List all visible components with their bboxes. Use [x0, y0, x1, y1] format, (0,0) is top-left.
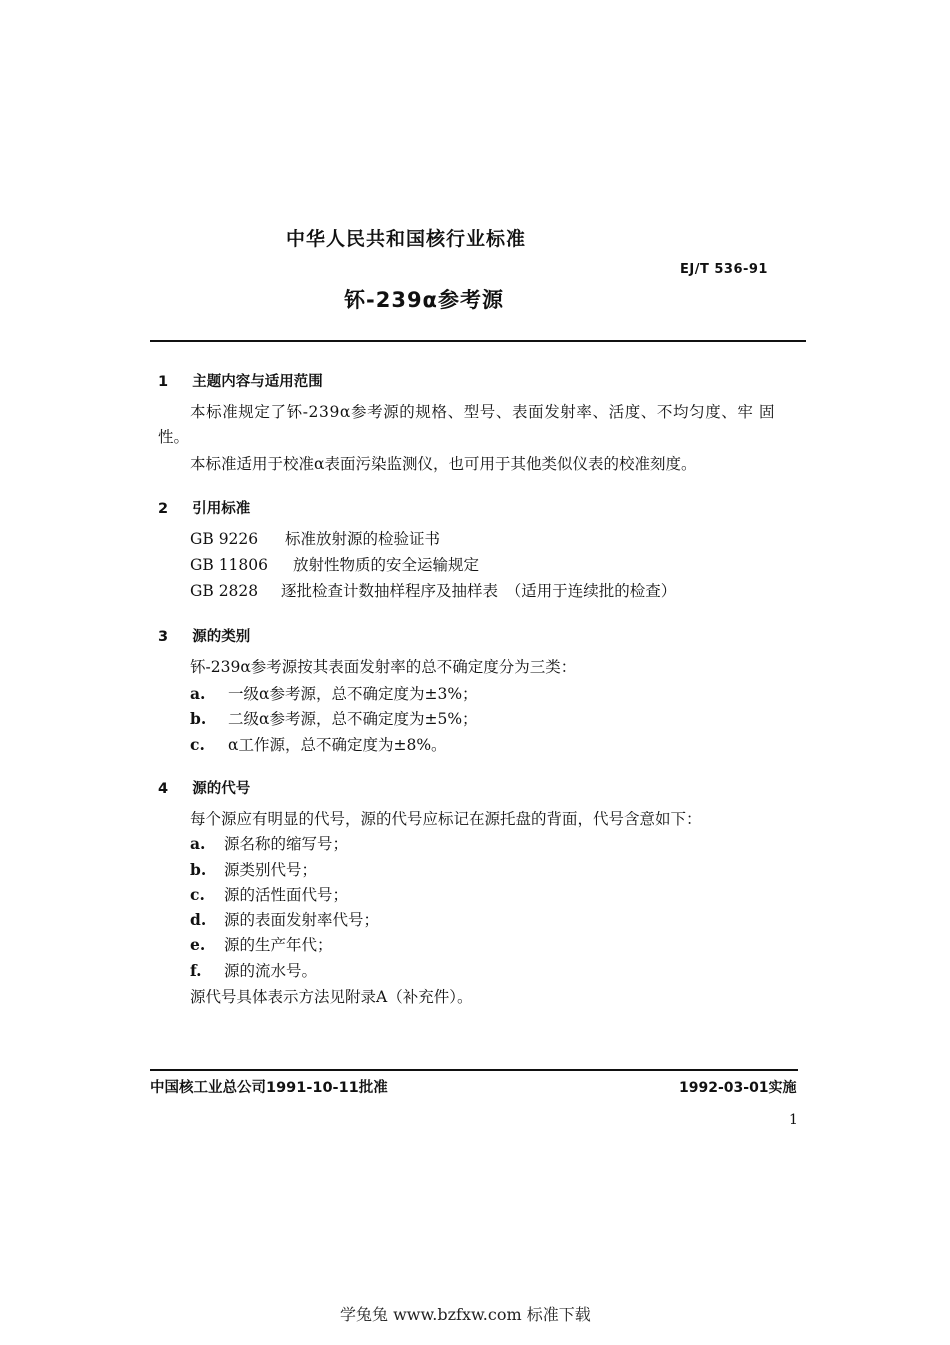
- list-item-text: 源类别代号；: [224, 861, 318, 879]
- reference-code: GB 9226: [190, 530, 259, 548]
- reference-title: 放射性物质的安全运输规定: [292, 556, 479, 574]
- reference-item: [190, 554, 479, 576]
- list-item-letter: c.: [190, 735, 205, 754]
- list-item: [190, 909, 379, 931]
- section-1-paragraph-2: 本标准适用于校准α表面污染监测仪，也可用于其他类似仪表的校准刻度。: [190, 455, 697, 473]
- list-item: [190, 683, 478, 705]
- list-item-text: 源的流水号。: [224, 962, 318, 980]
- section-3-intro: 钚-239α参考源按其表面发射率的总不确定度分为三类：: [190, 658, 577, 676]
- list-item-text: 源的活性面代号；: [224, 886, 349, 904]
- list-item: [190, 734, 447, 756]
- watermark-banner: 学兔兔 www.bzfxw.com 标准下载: [340, 1305, 591, 1324]
- reference-item: [190, 580, 676, 602]
- section-1-paragraph-1-cont: 性。: [158, 428, 190, 446]
- list-item: [190, 859, 317, 881]
- section-title: 引用标准: [192, 501, 251, 517]
- list-item-text: 源的生产年代；: [224, 936, 333, 954]
- list-item: [190, 934, 333, 956]
- top-rule: [150, 340, 806, 342]
- list-item-letter: a.: [190, 684, 206, 703]
- section-title: 源的类别: [192, 629, 251, 645]
- list-item-letter: d.: [190, 910, 207, 929]
- list-item-text: 一级α参考源，总不确定度为±3%；: [228, 685, 478, 703]
- section-4-intro: 每个源应有明显的代号，源的代号应标记在源托盘的背面，代号含意如下：: [190, 810, 702, 828]
- list-item-letter: c.: [190, 885, 205, 904]
- list-item-letter: f.: [190, 961, 202, 980]
- section-2-heading: [158, 497, 250, 518]
- org-title: 中华人民共和国核行业标准: [286, 228, 527, 250]
- section-number: 4: [158, 781, 169, 797]
- section-number: 1: [158, 374, 169, 390]
- list-item: [190, 884, 348, 906]
- list-item: [190, 833, 348, 855]
- doc-title: 钚-239α参考源: [344, 288, 504, 312]
- list-item-text: 源名称的缩写号；: [224, 835, 349, 853]
- section-1-heading: [158, 370, 323, 391]
- section-4-heading: [158, 777, 250, 798]
- page-number: 1: [789, 1112, 798, 1128]
- doc-number: EJ/T 536-91: [680, 262, 768, 277]
- section-title: 源的代号: [192, 781, 251, 797]
- list-item-letter: b.: [190, 709, 207, 728]
- section-title: 主题内容与适用范围: [192, 374, 323, 390]
- list-item-letter: a.: [190, 834, 206, 853]
- reference-code: GB 2828: [190, 582, 259, 600]
- section-3-heading: [158, 625, 250, 646]
- section-number: 2: [158, 501, 169, 517]
- reference-item: [190, 528, 440, 550]
- reference-title: 标准放射源的检验证书: [284, 530, 440, 548]
- list-item-text: α工作源，总不确定度为±8%。: [228, 736, 447, 754]
- section-1-paragraph-1: 本标准规定了钚-239α参考源的规格、型号、表面发射率、活度、不均匀度、牢 固: [190, 403, 776, 421]
- list-item: [190, 708, 478, 730]
- bottom-rule: [150, 1069, 798, 1071]
- effective-date: 1992-03-01实施: [679, 1080, 797, 1096]
- list-item: [190, 960, 317, 982]
- section-number: 3: [158, 629, 169, 645]
- list-item-text: 二级α参考源，总不确定度为±5%；: [228, 710, 478, 728]
- list-item-letter: e.: [190, 935, 206, 954]
- approval-line: 中国核工业总公司1991-10-11批准: [150, 1080, 388, 1096]
- section-4-outro: 源代号具体表示方法见附录A（补充件）。: [190, 988, 473, 1006]
- reference-title: 逐批检查计数抽样程序及抽样表 （适用于连续批的检查）: [280, 582, 677, 600]
- list-item-letter: b.: [190, 860, 207, 879]
- list-item-text: 源的表面发射率代号；: [224, 911, 380, 929]
- reference-code: GB 11806: [190, 556, 269, 574]
